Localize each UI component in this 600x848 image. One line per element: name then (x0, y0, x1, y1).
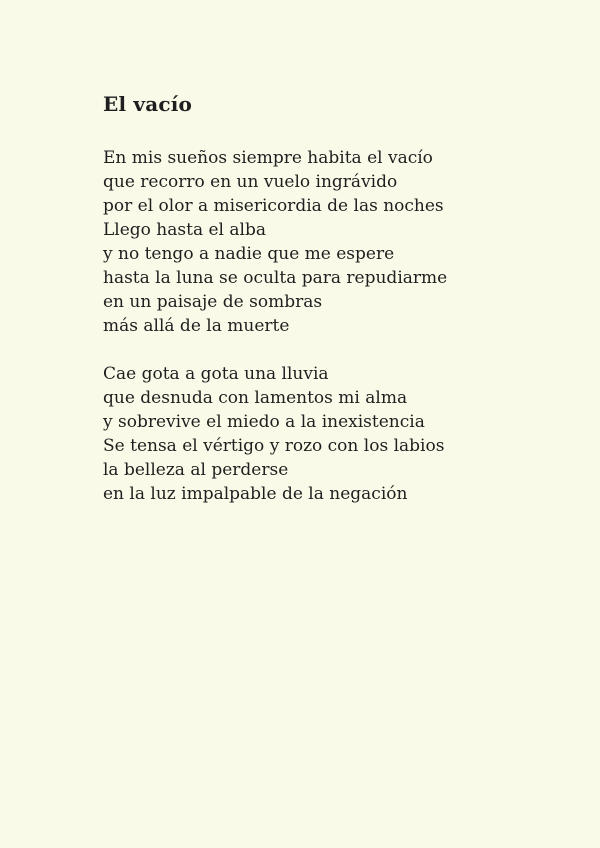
poem-line: Llego hasta el alba (103, 220, 266, 240)
poem-stanza-2 (103, 362, 540, 506)
poem-stanza-1 (103, 146, 540, 338)
poem-line: en la luz impalpable de la negación (103, 484, 408, 504)
poem-line: la belleza al perderse (103, 460, 289, 480)
poem-line: en un paisaje de sombras (103, 292, 323, 312)
poem-line: que recorro en un vuelo ingrávido (103, 172, 398, 192)
poem-title: El vacío (103, 92, 193, 116)
poem-line: por el olor a misericordia de las noches (103, 196, 444, 216)
poem-line: y no tengo a nadie que me espere (103, 244, 395, 264)
poem-line: y sobrevive el miedo a la inexistencia (103, 412, 425, 432)
poem-line: Cae gota a gota una lluvia (103, 364, 329, 384)
poem-line: En mis sueños siempre habita el vacío (103, 148, 433, 168)
poem-line: que desnuda con lamentos mi alma (103, 388, 408, 408)
poem-line: más allá de la muerte (103, 316, 290, 336)
poem-line: hasta la luna se oculta para repudiarme (103, 268, 448, 288)
poem-line: Se tensa el vértigo y rozo con los labios (103, 436, 445, 456)
